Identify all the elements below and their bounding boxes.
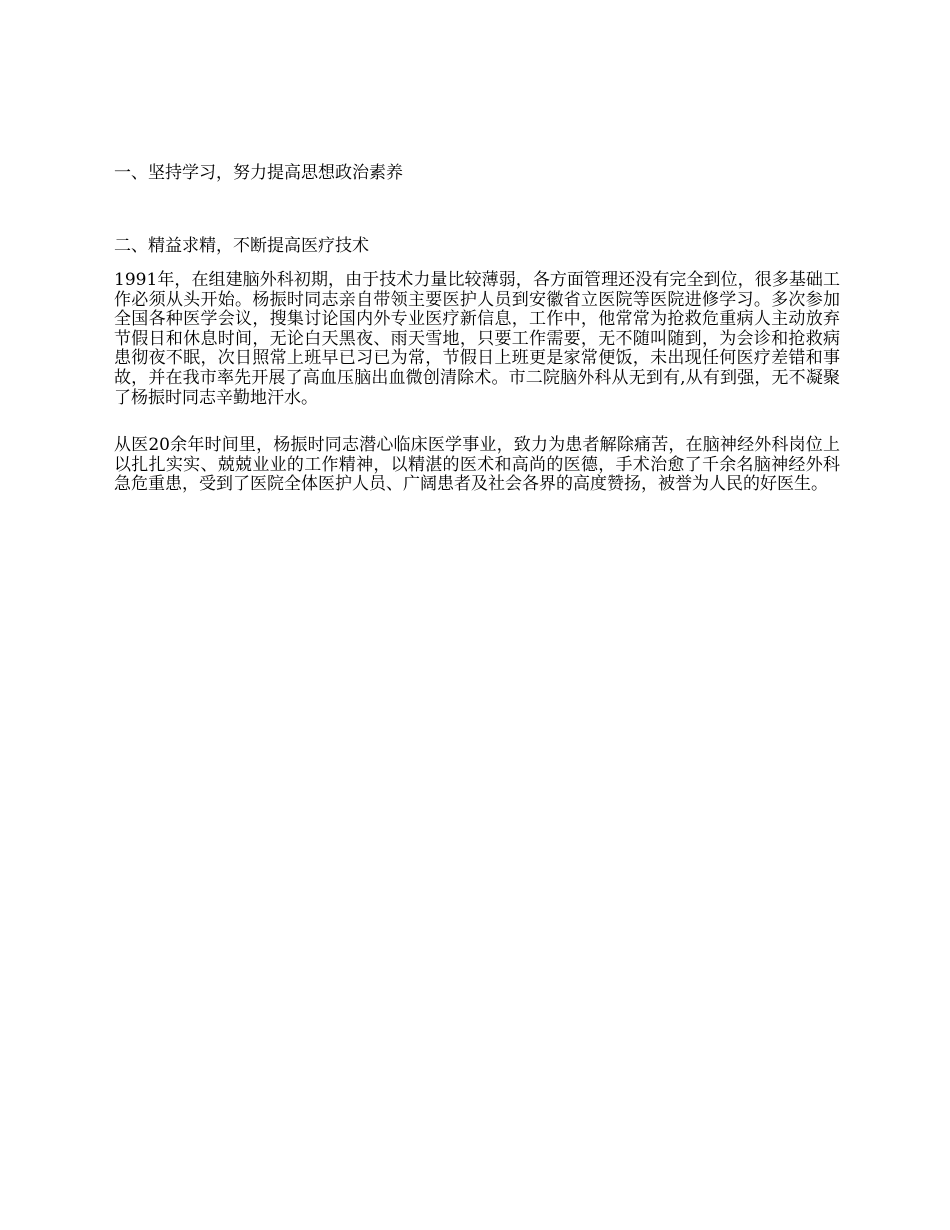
body-paragraph: 从医20余年时间里，杨振时同志潜心临床医学事业，致力为患者解除痛苦，在脑神经外科岗位上以扎扎实实、兢兢业业的工作精神，以精湛的医术和高尚的医德，手术治愈了千余名脑神经外科急危重患，受到了医院全体医护人员、广阔患者及社会各界的高度赞扬，被誉为人民的好医生。 [114, 435, 840, 495]
section-heading-medical-skill: 二、精益求精，不断提高医疗技术 [114, 236, 369, 256]
body-paragraph: 1991年，在组建脑外科初期，由于技术力量比较薄弱，各方面管理还没有完全到位，很多基础工作必须从头开始。杨振时同志亲自带领主要医护人员到安徽省立医院等医院进修学习。多次参加全国各种医学会议，搜集讨论国内外专业医疗新信息，工作中，他常常为抢救危重病人主动放弃节假日和休息时间，无论白天黑夜、雨天雪地，只要工作需要，无不随叫随到，为会诊和抢救病患彻夜不眠，次日照常上班早已习已为常，节假日上班更是家常便饭，未出现任何医疗差错和事故，并在我市率先开展了高血压脑出血微创清除术。市二院脑外科从无到有,从有到强，无不凝聚了杨振时同志辛勤地汗水。 [114, 270, 840, 408]
section-heading-study: 一、坚持学习，努力提高思想政治素养 [114, 163, 403, 183]
